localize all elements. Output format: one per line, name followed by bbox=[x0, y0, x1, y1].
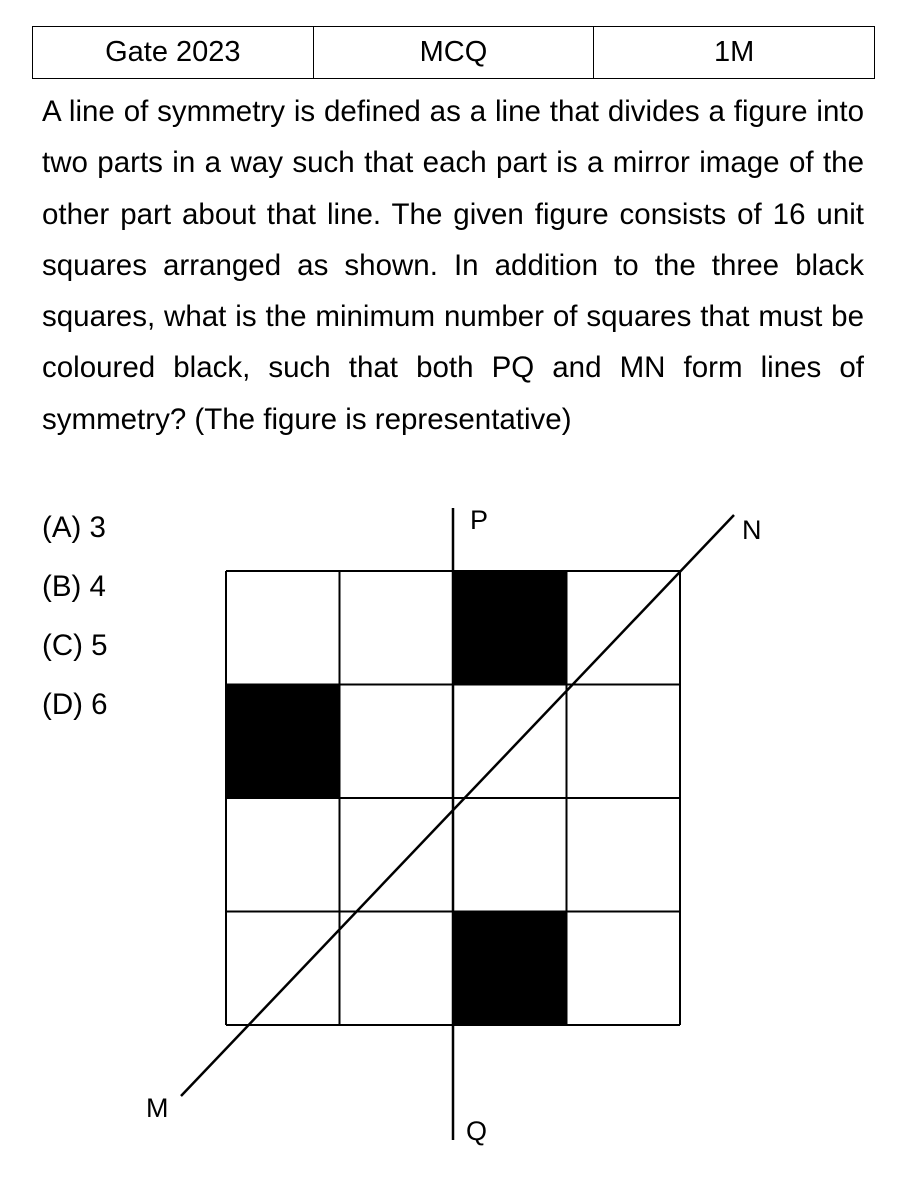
label-q: Q bbox=[466, 1116, 488, 1146]
label-n: N bbox=[742, 515, 762, 545]
black-square bbox=[453, 912, 567, 1026]
label-m: M bbox=[146, 1093, 169, 1123]
question-text: A line of symmetry is defined as a line that divides a figure into two parts in a way such that each part is a mirror image of the other part about that line. The given figure consists of 16 unit squares arranged as shown. In addition to the three black squares, what is the minimum number of squares that must be coloured black, such that both PQ and MN form lines of symmetry? (The figure is representative) bbox=[42, 95, 864, 436]
label-p: P bbox=[470, 505, 489, 535]
exam-name-cell: Gate 2023 bbox=[33, 27, 314, 79]
option-c[interactable]: (C) 5 bbox=[42, 629, 108, 662]
marks-cell: 1M bbox=[594, 27, 875, 79]
option-b[interactable]: (B) 4 bbox=[42, 570, 106, 603]
option-d[interactable]: (D) 6 bbox=[42, 688, 108, 721]
question-type-cell: MCQ bbox=[313, 27, 594, 79]
black-square bbox=[226, 685, 340, 799]
option-a[interactable]: (A) 3 bbox=[42, 511, 106, 544]
black-square bbox=[453, 571, 567, 685]
